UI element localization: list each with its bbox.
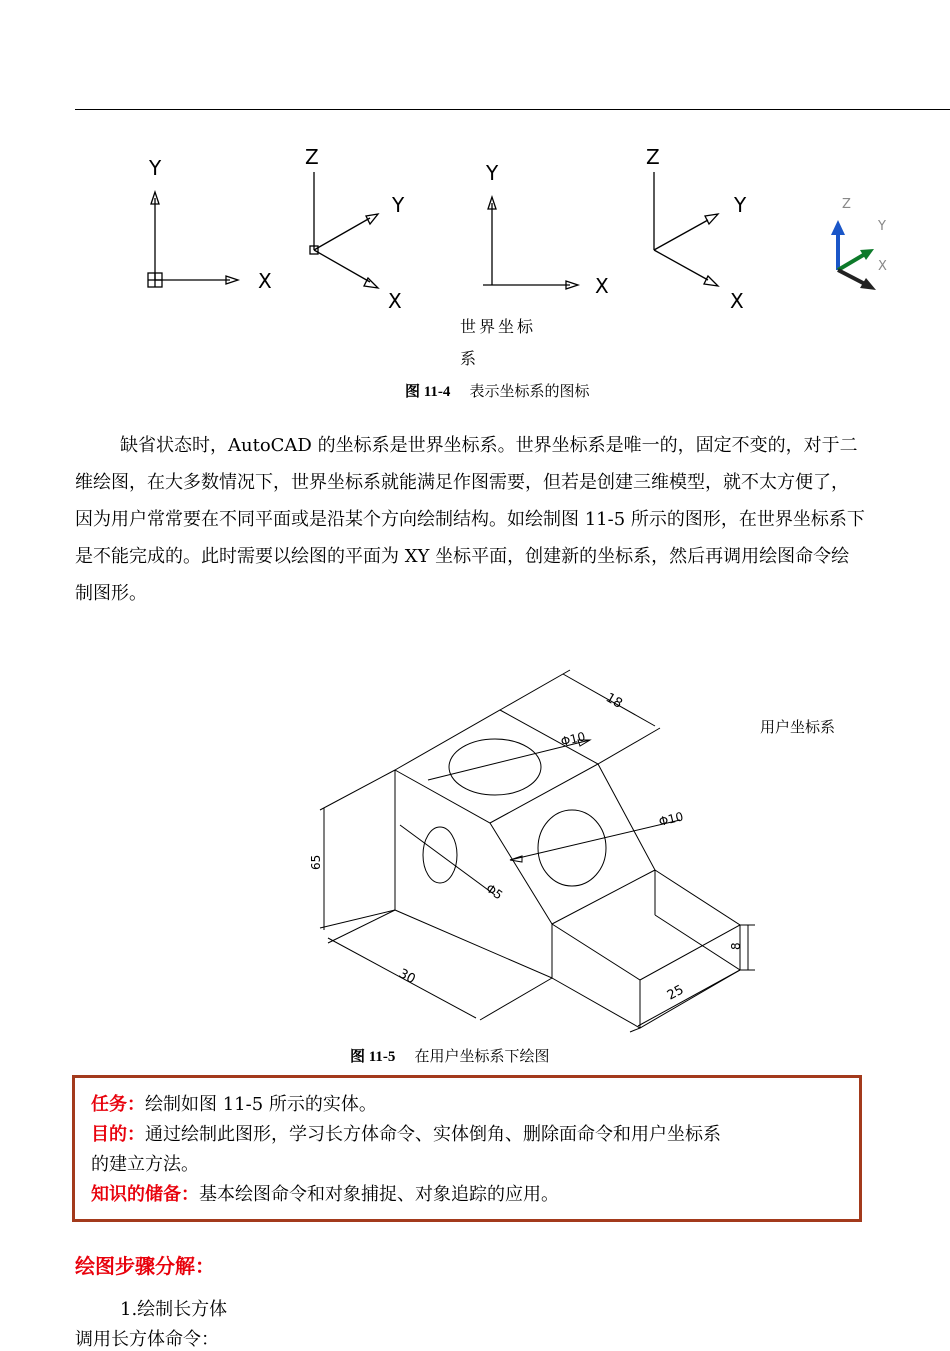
header-rule xyxy=(75,109,950,110)
ucs-caption: 用户坐标系 xyxy=(760,718,836,736)
icon4-x-label: X xyxy=(730,289,744,313)
step-1-title: 1.绘制长方体 xyxy=(120,1299,228,1320)
steps-heading: 绘图步骤分解： xyxy=(75,1254,215,1278)
ucs-3d-icon xyxy=(310,172,378,288)
para-line: 缺省状态时，AutoCAD 的坐标系是世界坐标系。世界坐标系是唯一的，固定不变的，对于二 xyxy=(120,435,858,456)
dim-65: 65 xyxy=(309,854,323,870)
para-line: 是不能完成的。此时需要以绘图的平面为 XY 坐标平面，创建新的坐标系，然后再调用绘图命令绘 xyxy=(75,546,850,567)
step-1-subtitle: 调用长方体命令： xyxy=(75,1329,219,1350)
solid-outline xyxy=(320,670,755,1032)
dim-phi5: Φ5 xyxy=(483,881,506,903)
task-box xyxy=(72,1075,862,1222)
figure-11-4-icons xyxy=(130,140,920,320)
icon5-y-label: Y xyxy=(878,219,886,234)
task-label: 任务： xyxy=(91,1094,145,1115)
icon5-z-label: Z xyxy=(842,197,851,212)
dim-phi10-top: Φ10 xyxy=(559,729,587,749)
figure-11-4-number: 图 11-4 xyxy=(405,384,451,400)
icon2-z-label: Z xyxy=(305,145,319,169)
icon3-y-label: Y xyxy=(486,161,499,185)
task-text: 绘制如图 11-5 所示的实体。 xyxy=(145,1094,377,1115)
purpose-line xyxy=(91,1120,843,1150)
task-line xyxy=(91,1090,843,1120)
shaded-ucs-icon xyxy=(831,220,876,290)
figure-11-5-title xyxy=(350,1045,550,1066)
purpose-line-2: 的建立方法。 xyxy=(91,1154,199,1175)
icon2-y-label: Y xyxy=(392,193,405,217)
purpose-label: 目的： xyxy=(91,1124,145,1145)
figure-11-5-drawing xyxy=(300,660,760,1040)
purpose-text: 通过绘制此图形，学习长方体命令、实体倒角、删除面命令和用户坐标系 xyxy=(145,1124,721,1145)
icon1-y-label: Y xyxy=(149,156,162,180)
dim-8: 8 xyxy=(729,942,743,950)
para-line: 维绘图，在大多数情况下，世界坐标系就能满足作图需要，但若是创建三维模型，就不太方便了， xyxy=(75,472,849,493)
knowledge-text: 基本绘图命令和对象捕捉、对象追踪的应用。 xyxy=(199,1184,559,1205)
para-line: 因为用户常常要在不同平面或是沿某个方向绘制结构。如绘制图 11-5 所示的图形，在世界坐标系下 xyxy=(75,509,865,530)
body-paragraph xyxy=(75,427,950,612)
dim-30: 30 xyxy=(396,966,418,988)
icon5-x-label: X xyxy=(878,259,887,274)
figure-11-5-number: 图 11-5 xyxy=(350,1049,396,1065)
dim-25: 25 xyxy=(664,982,687,1004)
world-caption-line2: 系 xyxy=(460,349,477,368)
world-caption-line1: 世界坐标 xyxy=(460,317,537,336)
icon1-x-label: X xyxy=(258,269,272,293)
ucs-3d-plain-icon xyxy=(654,172,718,286)
figure-11-5-text: 在用户坐标系下绘图 xyxy=(414,1047,550,1065)
knowledge-line xyxy=(91,1180,843,1210)
para-line: 制图形。 xyxy=(75,583,147,604)
icon2-x-label: X xyxy=(388,289,402,313)
icon4-z-label: Z xyxy=(646,145,660,169)
world-2d-icon xyxy=(483,197,578,289)
icon3-x-label: X xyxy=(595,274,609,298)
figure-11-4-title xyxy=(405,380,590,401)
dim-phi10-front: Φ10 xyxy=(657,809,685,829)
icon4-y-label: Y xyxy=(734,193,747,217)
figure-11-4-text: 表示坐标系的图标 xyxy=(469,382,590,400)
ucs-2d-icon xyxy=(148,192,238,287)
dim-18: 18 xyxy=(603,690,625,712)
knowledge-label: 知识的储备： xyxy=(91,1184,199,1205)
